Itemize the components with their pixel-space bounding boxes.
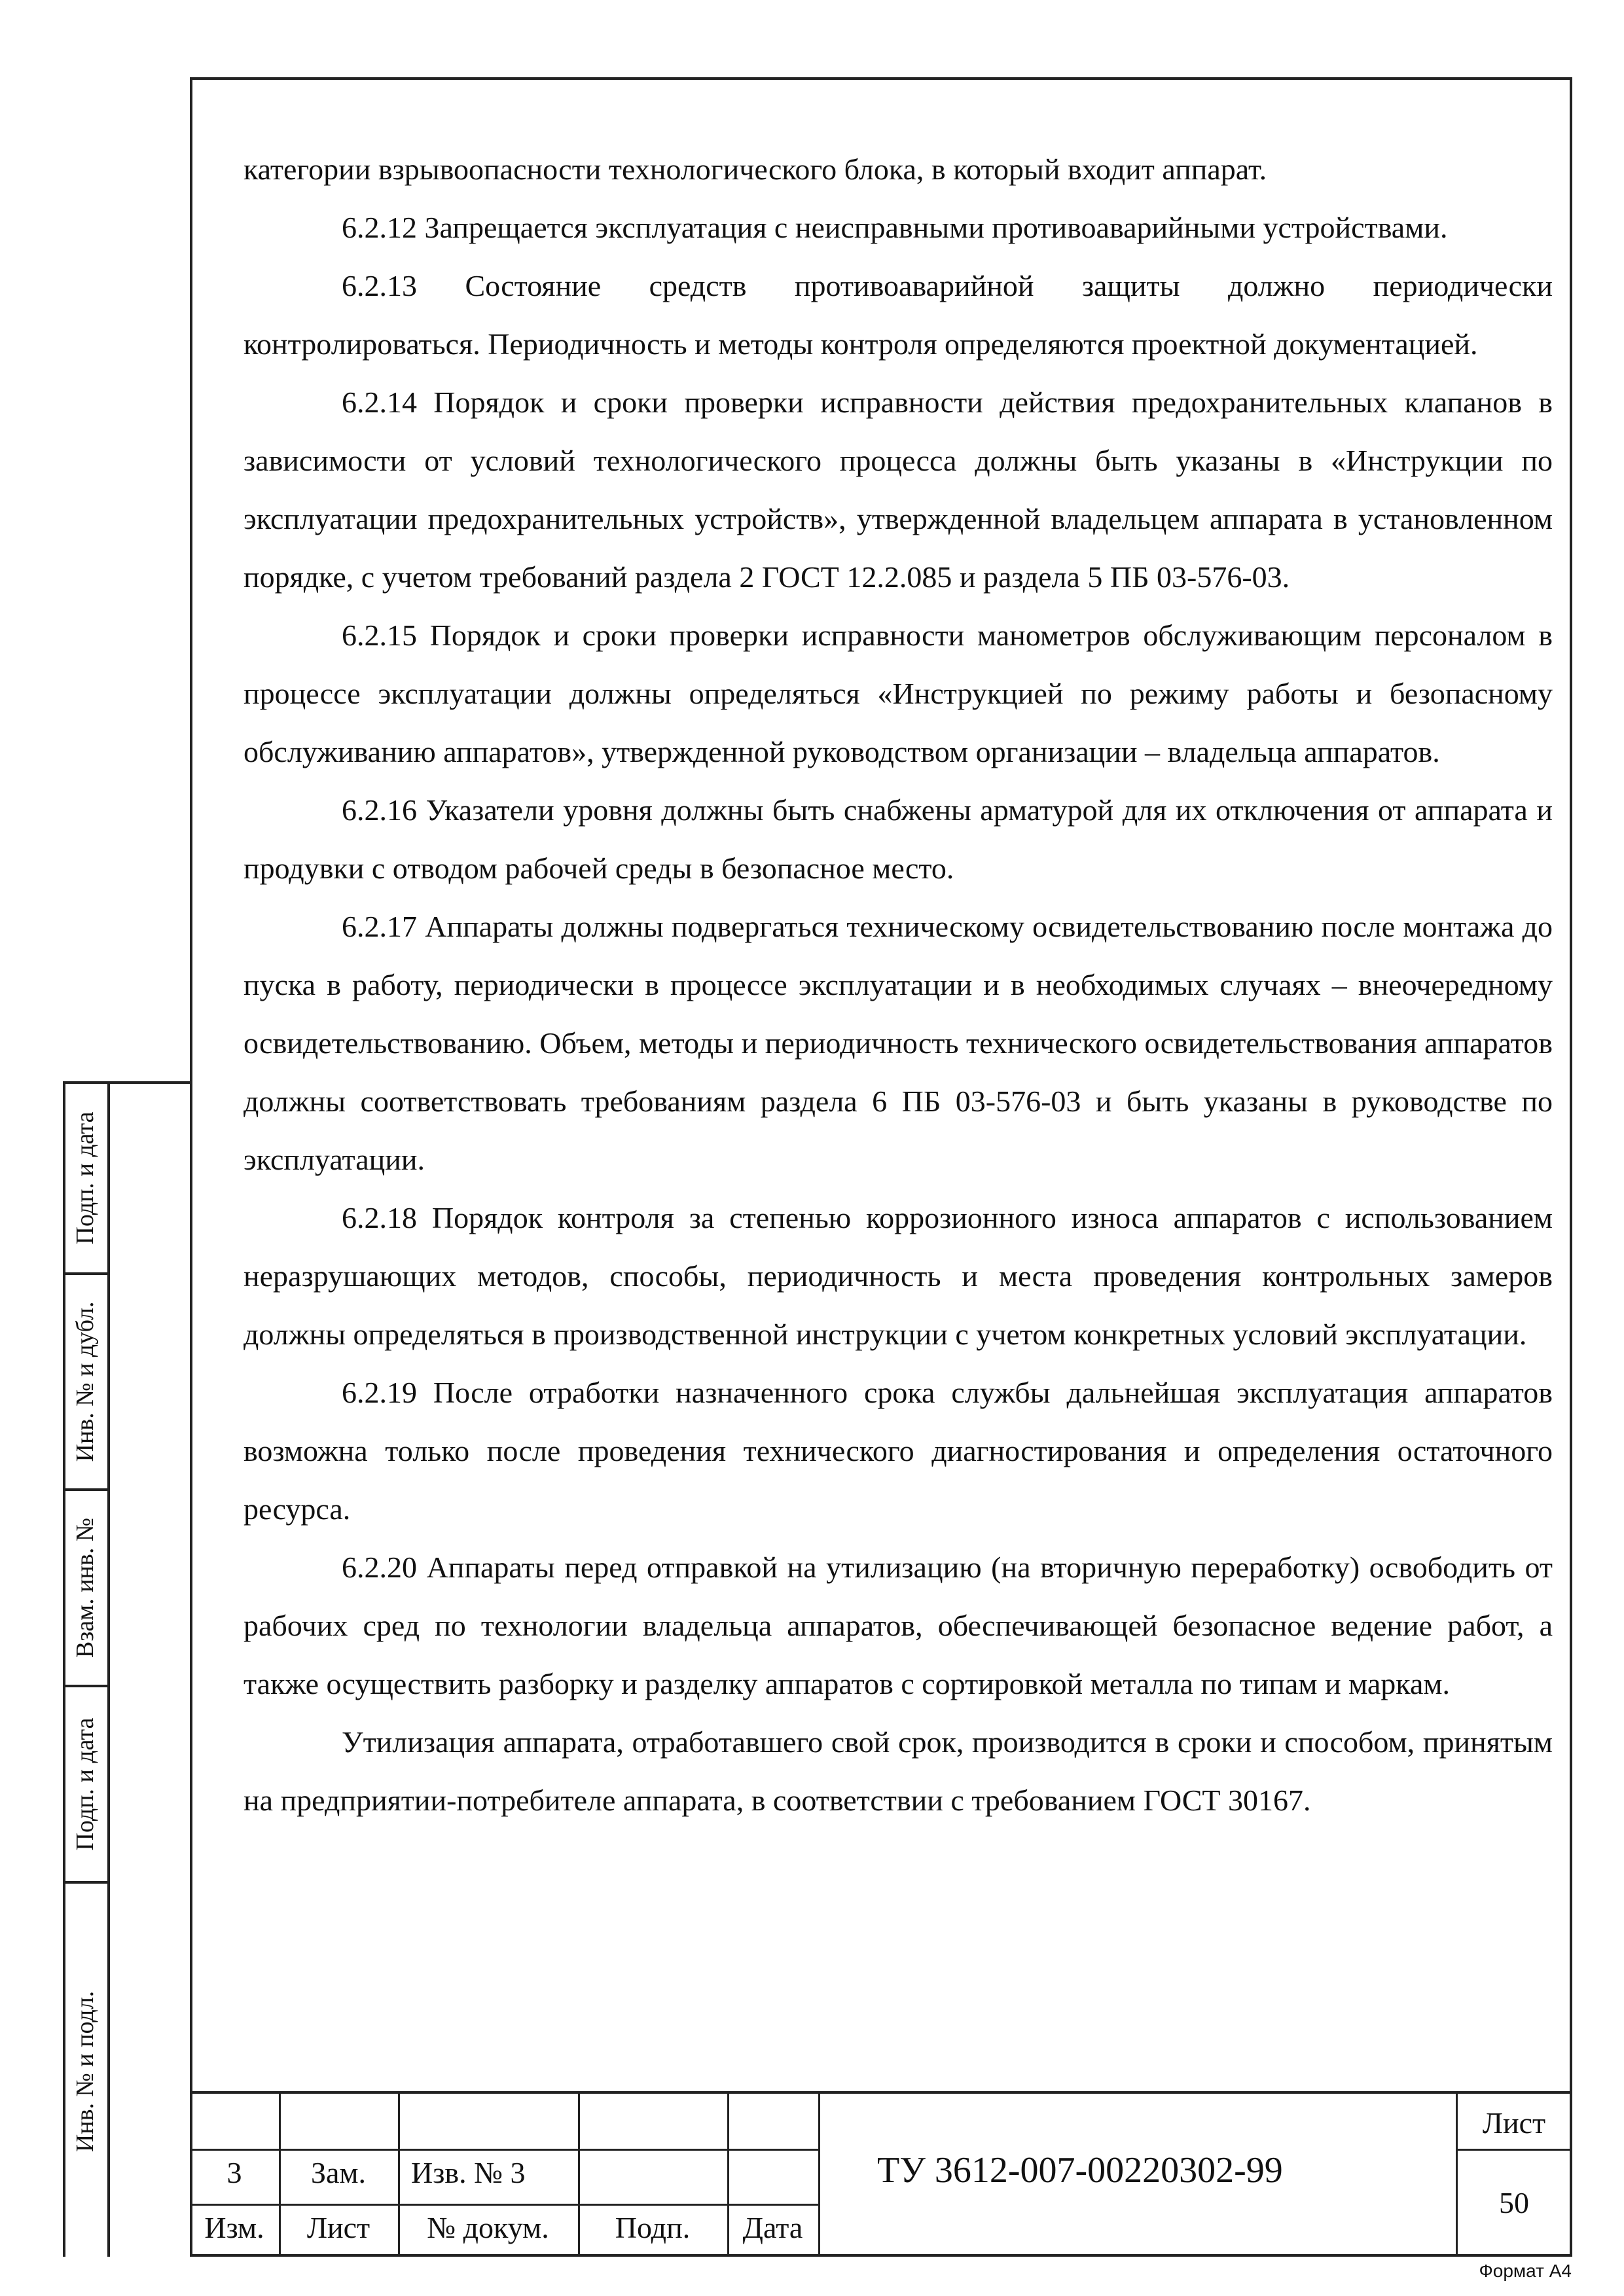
sheet-label: Лист	[1482, 2106, 1546, 2140]
side-stamp	[63, 1081, 190, 2257]
format-label: Формат А4	[1479, 2261, 1572, 2281]
document-body	[244, 140, 1553, 1829]
rev-doc: Изв. № 3	[411, 2156, 526, 2189]
rev-type: Зам.	[310, 2156, 367, 2189]
paragraph: 6.2.13 Состояние средств противоаварийной защиты должно периодически контролироваться. Периодичность и методы контроля определяются проектной документацией.	[244, 269, 1553, 361]
paragraph: 6.2.15 Порядок и сроки проверки исправности манометров обслуживающим персоналом в процессе эксплуатации должны определяться «Инструкцией по режиму работы и безопасному обслуживанию аппаратов», утвержденной руководством организации – владельца аппаратов.	[244, 619, 1553, 768]
side-field-vzam-inv: Взам. инв. №	[63, 1491, 107, 1687]
paragraph: категории взрывоопасности технологического блока, в который входит аппарат.	[244, 152, 1267, 186]
paragraph: Утилизация аппарата, отработавшего свой срок, производится в сроки и способом, принятым на предприятии-потребителе аппарата, в соответствии с требованием ГОСТ 30167.	[244, 1725, 1553, 1817]
document-code: ТУ 3612-007-00220302-99	[877, 2150, 1283, 2191]
col-doc: № докум.	[427, 2211, 549, 2244]
rev-number: 3	[226, 2156, 242, 2189]
paragraph: 6.2.16 Указатели уровня должны быть снабжены арматурой для их отключения от аппарата и продувки с отводом рабочей среды в безопасное место.	[244, 793, 1553, 885]
paragraph: 6.2.18 Порядок контроля за степенью коррозионного износа аппаратов с использованием неразрушающих методов, способы, периодичность и места проведения контрольных замеров должны определяться в производственной инструкции с учетом конкретных условий эксплуатации.	[244, 1201, 1553, 1351]
side-field-inv-podl: Инв. № и подл.	[71, 1990, 99, 2153]
paragraph: 6.2.14 Порядок и сроки проверки исправности действия предохранительных клапанов в зависимости от условий технологического процесса должны быть указаны в «Инструкции по эксплуатации предохранительных устройств», утвержденной владельцем аппарата в установленном порядке, с учетом требований раздела 2 ГОСТ 12.2.085 и раздела 5 ПБ 03-576-03.	[244, 386, 1553, 594]
paragraph: 6.2.20 Аппараты перед отправкой на утилизацию (на вторичную переработку) освободить от рабочих сред по технологии владельца аппаратов, обеспечивающей безопасное ведение работ, а также осуществить разборку и разделку аппаратов с сортировкой металла по типам и маркам.	[244, 1551, 1553, 1700]
side-field-sign-date-1: Подп. и дата	[63, 1084, 107, 1275]
paragraph: 6.2.17 Аппараты должны подвергаться техническому освидетельствованию после монтажа до пуска в работу, периодически в процессе эксплуатации и в необходимых случаях – внеочередному освидетельствованию. Объем, методы и периодичность технического освидетельствования аппаратов должны соответствовать требованиям раздела 6 ПБ 03-576-03 и быть указаны в руководстве по эксплуатации.	[244, 910, 1553, 1176]
col-sign: Подп.	[615, 2211, 691, 2244]
col-izm: Изм.	[204, 2211, 264, 2244]
sheet-number: 50	[1499, 2186, 1529, 2219]
title-block	[190, 2091, 1572, 2257]
col-date: Дата	[742, 2211, 803, 2244]
paragraph: 6.2.12 Запрещается эксплуатация с неисправными противоаварийными устройствами.	[342, 211, 1448, 244]
paragraph: 6.2.19 После отработки назначенного срока службы дальнейшая эксплуатация аппаратов возможна только после проведения технического диагностирования и определения остаточного ресурса.	[244, 1376, 1553, 1526]
col-list: Лист	[306, 2211, 370, 2244]
side-field-inv-dubl: Инв. № и дубл.	[63, 1275, 107, 1491]
side-field-sign-date-2: Подп. и дата	[63, 1687, 107, 1884]
